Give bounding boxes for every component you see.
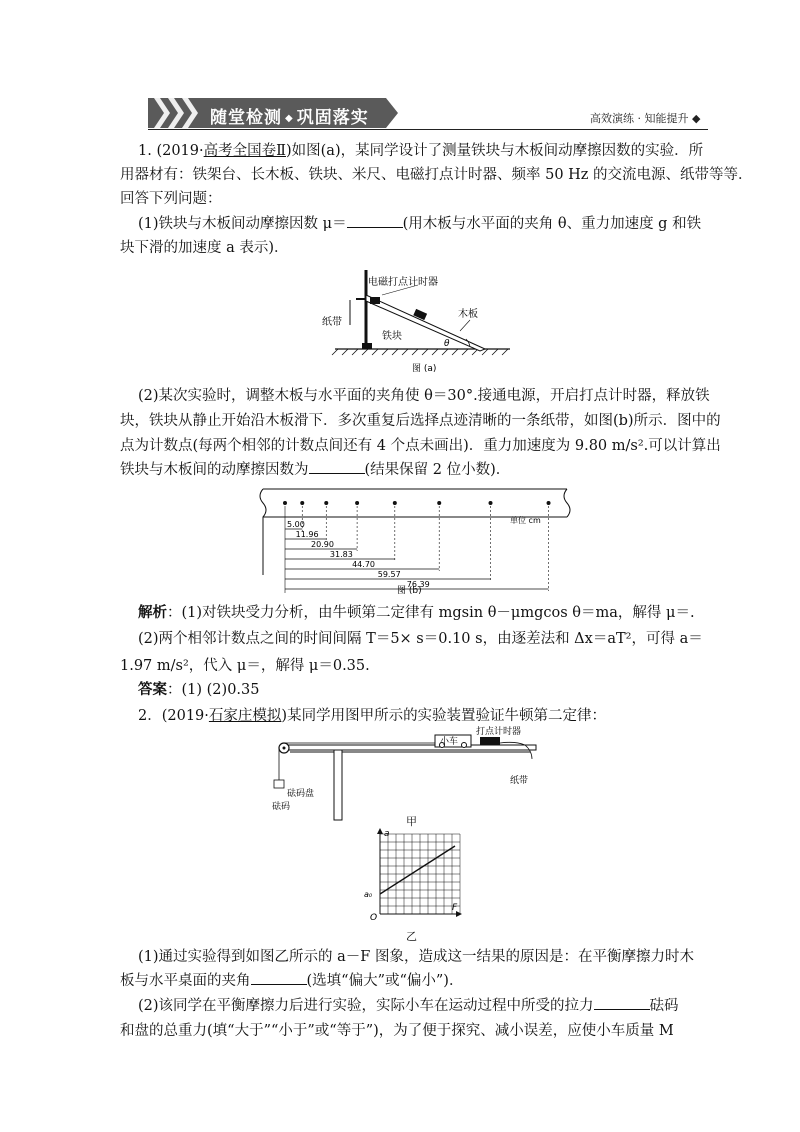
label-pan: 砝码盘	[287, 789, 315, 799]
label-tape-2: 纸带	[510, 776, 529, 786]
q2-part2-text-b: 砝码	[649, 998, 679, 1014]
label-tape: 纸带	[322, 317, 342, 328]
q1-part1-line-1	[138, 213, 701, 235]
q1-line-3: 回答下列问题：	[120, 191, 222, 207]
q1-line-2: 用器材有：铁架台、长木板、铁块、米尺、电磁打点计时器、频率 50 Hz 的交流电源、纸带等等．	[120, 167, 753, 183]
figure-a-incline	[320, 265, 520, 375]
q1-solution-line-3: 1.97 m/s²，代入 μ＝，解得 μ＝0.35.	[120, 658, 370, 674]
header-right-text	[590, 110, 700, 126]
q1-part2-line-4	[120, 459, 510, 481]
label-cart: 小车	[440, 737, 459, 747]
q2-intro-line	[138, 705, 606, 727]
answer-text: ：(1) (2)0.35	[167, 682, 260, 698]
q2-part1-text-b: 板与水平桌面的夹角	[120, 973, 251, 989]
tape-distance-label: 5.00	[287, 520, 305, 529]
label-board: 木板	[458, 309, 478, 320]
q1-part2-answer-blank[interactable]	[309, 459, 365, 474]
origin-label: O	[370, 913, 378, 923]
label-timer: 电磁打点计时器	[368, 277, 438, 288]
figure-b-paper-tape	[255, 487, 575, 597]
section-title: 随堂检测 ◆ 巩固落实	[210, 108, 369, 128]
tape-count-point	[283, 501, 287, 505]
figure-b-caption: 图 (b)	[397, 586, 422, 596]
tape-count-point	[393, 501, 397, 505]
q1-part2-text-e: (结果保留 2 位小数)．	[364, 462, 511, 478]
q2-part2-line-2: 和盘的总重力(填“大于”“小于”或“等于”)，为了便于探究、减小误差，应使小车质量 M	[120, 1023, 674, 1039]
q2-number: 2．(2019·	[138, 708, 209, 724]
q2-part1-line-2	[120, 970, 463, 992]
tape-distance-label: 11.96	[295, 530, 319, 539]
label-block: 铁块	[382, 331, 402, 342]
solution-label: 解析	[138, 604, 167, 621]
q1-part1-text-a: (1)铁块与木板间动摩擦因数 μ＝	[138, 216, 347, 232]
q2-part1-text-c: (选填“偏大”或“偏小”)．	[306, 973, 464, 989]
q1-number: 1. (2019·	[138, 143, 204, 159]
q1-part2-line-1: (2)某次实验时，调整木板与水平面的夹角使 θ＝30°.接通电源，开启打点计时器，释放铁	[138, 388, 710, 404]
q1-part2-line-3: 点为计数点(每两个相邻的计数点间还有 4 个点未画出)．重力加速度为 9.80 m/s².可以计算出	[120, 438, 721, 454]
tape-count-point	[324, 501, 328, 505]
figure-jia-caption: 甲	[406, 815, 417, 828]
header-right-label: 高效演练 · 知能提升	[590, 112, 689, 125]
q1-line1-text: )如图(a)，某同学设计了测量铁块与木板间动摩擦因数的实验．所	[285, 143, 704, 159]
q2-part1-line-1: (1)通过实验得到如图乙所示的 a－F 图象，造成这一结果的原因是：在平衡摩擦力时木	[138, 949, 694, 965]
axis-label-a: a	[384, 829, 390, 839]
q1-part2-text-d: 铁块与木板间的动摩擦因数为	[120, 462, 309, 478]
tape-distance-label: 31.83	[329, 550, 353, 559]
tape-distance-label: 76.39	[406, 580, 430, 589]
q2-part2-line-1	[138, 995, 679, 1017]
axis-label-F: F	[452, 903, 458, 913]
tape-count-point	[437, 501, 441, 505]
figure-jia-apparatus	[270, 725, 540, 825]
tape-count-point	[355, 501, 359, 505]
section-title-right: 巩固落实	[296, 108, 369, 128]
figure-yi-a-F-graph	[360, 826, 470, 934]
tape-count-point	[547, 501, 551, 505]
tape-distance-label: 44.70	[352, 560, 376, 569]
q2-source-link[interactable]: 石家庄模拟	[208, 708, 282, 724]
label-angle: θ	[444, 339, 450, 349]
q2-intro-text: )某同学用图甲所示的实验装置验证牛顿第二定律：	[281, 708, 607, 724]
q1-source-link[interactable]: 高考全国卷Ⅱ	[203, 143, 286, 159]
tape-distance-label: 20.90	[311, 540, 334, 549]
tape-unit-label: 单位 cm	[510, 516, 541, 525]
q2-part2-text-a: (2)该同学在平衡摩擦力后进行实验，实际小车在运动过程中所受的拉力	[138, 998, 594, 1014]
q1-part1-text-b: (用木板与水平面的夹角 θ、重力加速度 g 和铁	[402, 216, 702, 232]
figure-a-caption: 图 (a)	[412, 364, 437, 374]
label-weight: 砝码	[272, 802, 291, 812]
q2-part2-answer-blank[interactable]	[594, 995, 650, 1010]
q2-part1-answer-blank[interactable]	[251, 970, 307, 985]
intercept-label-a0: a₀	[364, 890, 373, 899]
q1-solution-line-1	[138, 602, 695, 624]
header-rule	[148, 129, 708, 130]
section-title-left: 随堂检测	[210, 108, 282, 128]
diamond-icon: ◆	[692, 112, 701, 125]
q1-part1-line-2: 块下滑的加速度 a 表示)．	[120, 240, 289, 256]
q1-solution-line-2: (2)两个相邻计数点之间的时间间隔 T＝5× s＝0.10 s，由逐差法和 Δx＝aT²，可得 a＝	[138, 631, 703, 647]
label-timer-2: 打点计时器	[476, 727, 522, 737]
q1-line-1	[138, 140, 703, 162]
q1-part2-line-2: 块，铁块从静止开始沿木板滑下．多次重复后选择点迹清晰的一条纸带，如图(b)所示．图中的	[120, 413, 721, 429]
solution-text-1: ：(1)对铁块受力分析，由牛顿第二定律有 mgsin θ－μmgcos θ＝ma，解得 μ＝.	[167, 605, 695, 621]
tape-count-point	[489, 501, 493, 505]
figure-yi-caption: 乙	[406, 930, 417, 943]
q1-answer-line	[138, 679, 259, 701]
q1-part1-answer-blank[interactable]	[347, 213, 403, 228]
tape-count-point	[300, 501, 304, 505]
answer-label: 答案	[138, 681, 167, 698]
tape-distance-label: 59.57	[377, 570, 401, 579]
